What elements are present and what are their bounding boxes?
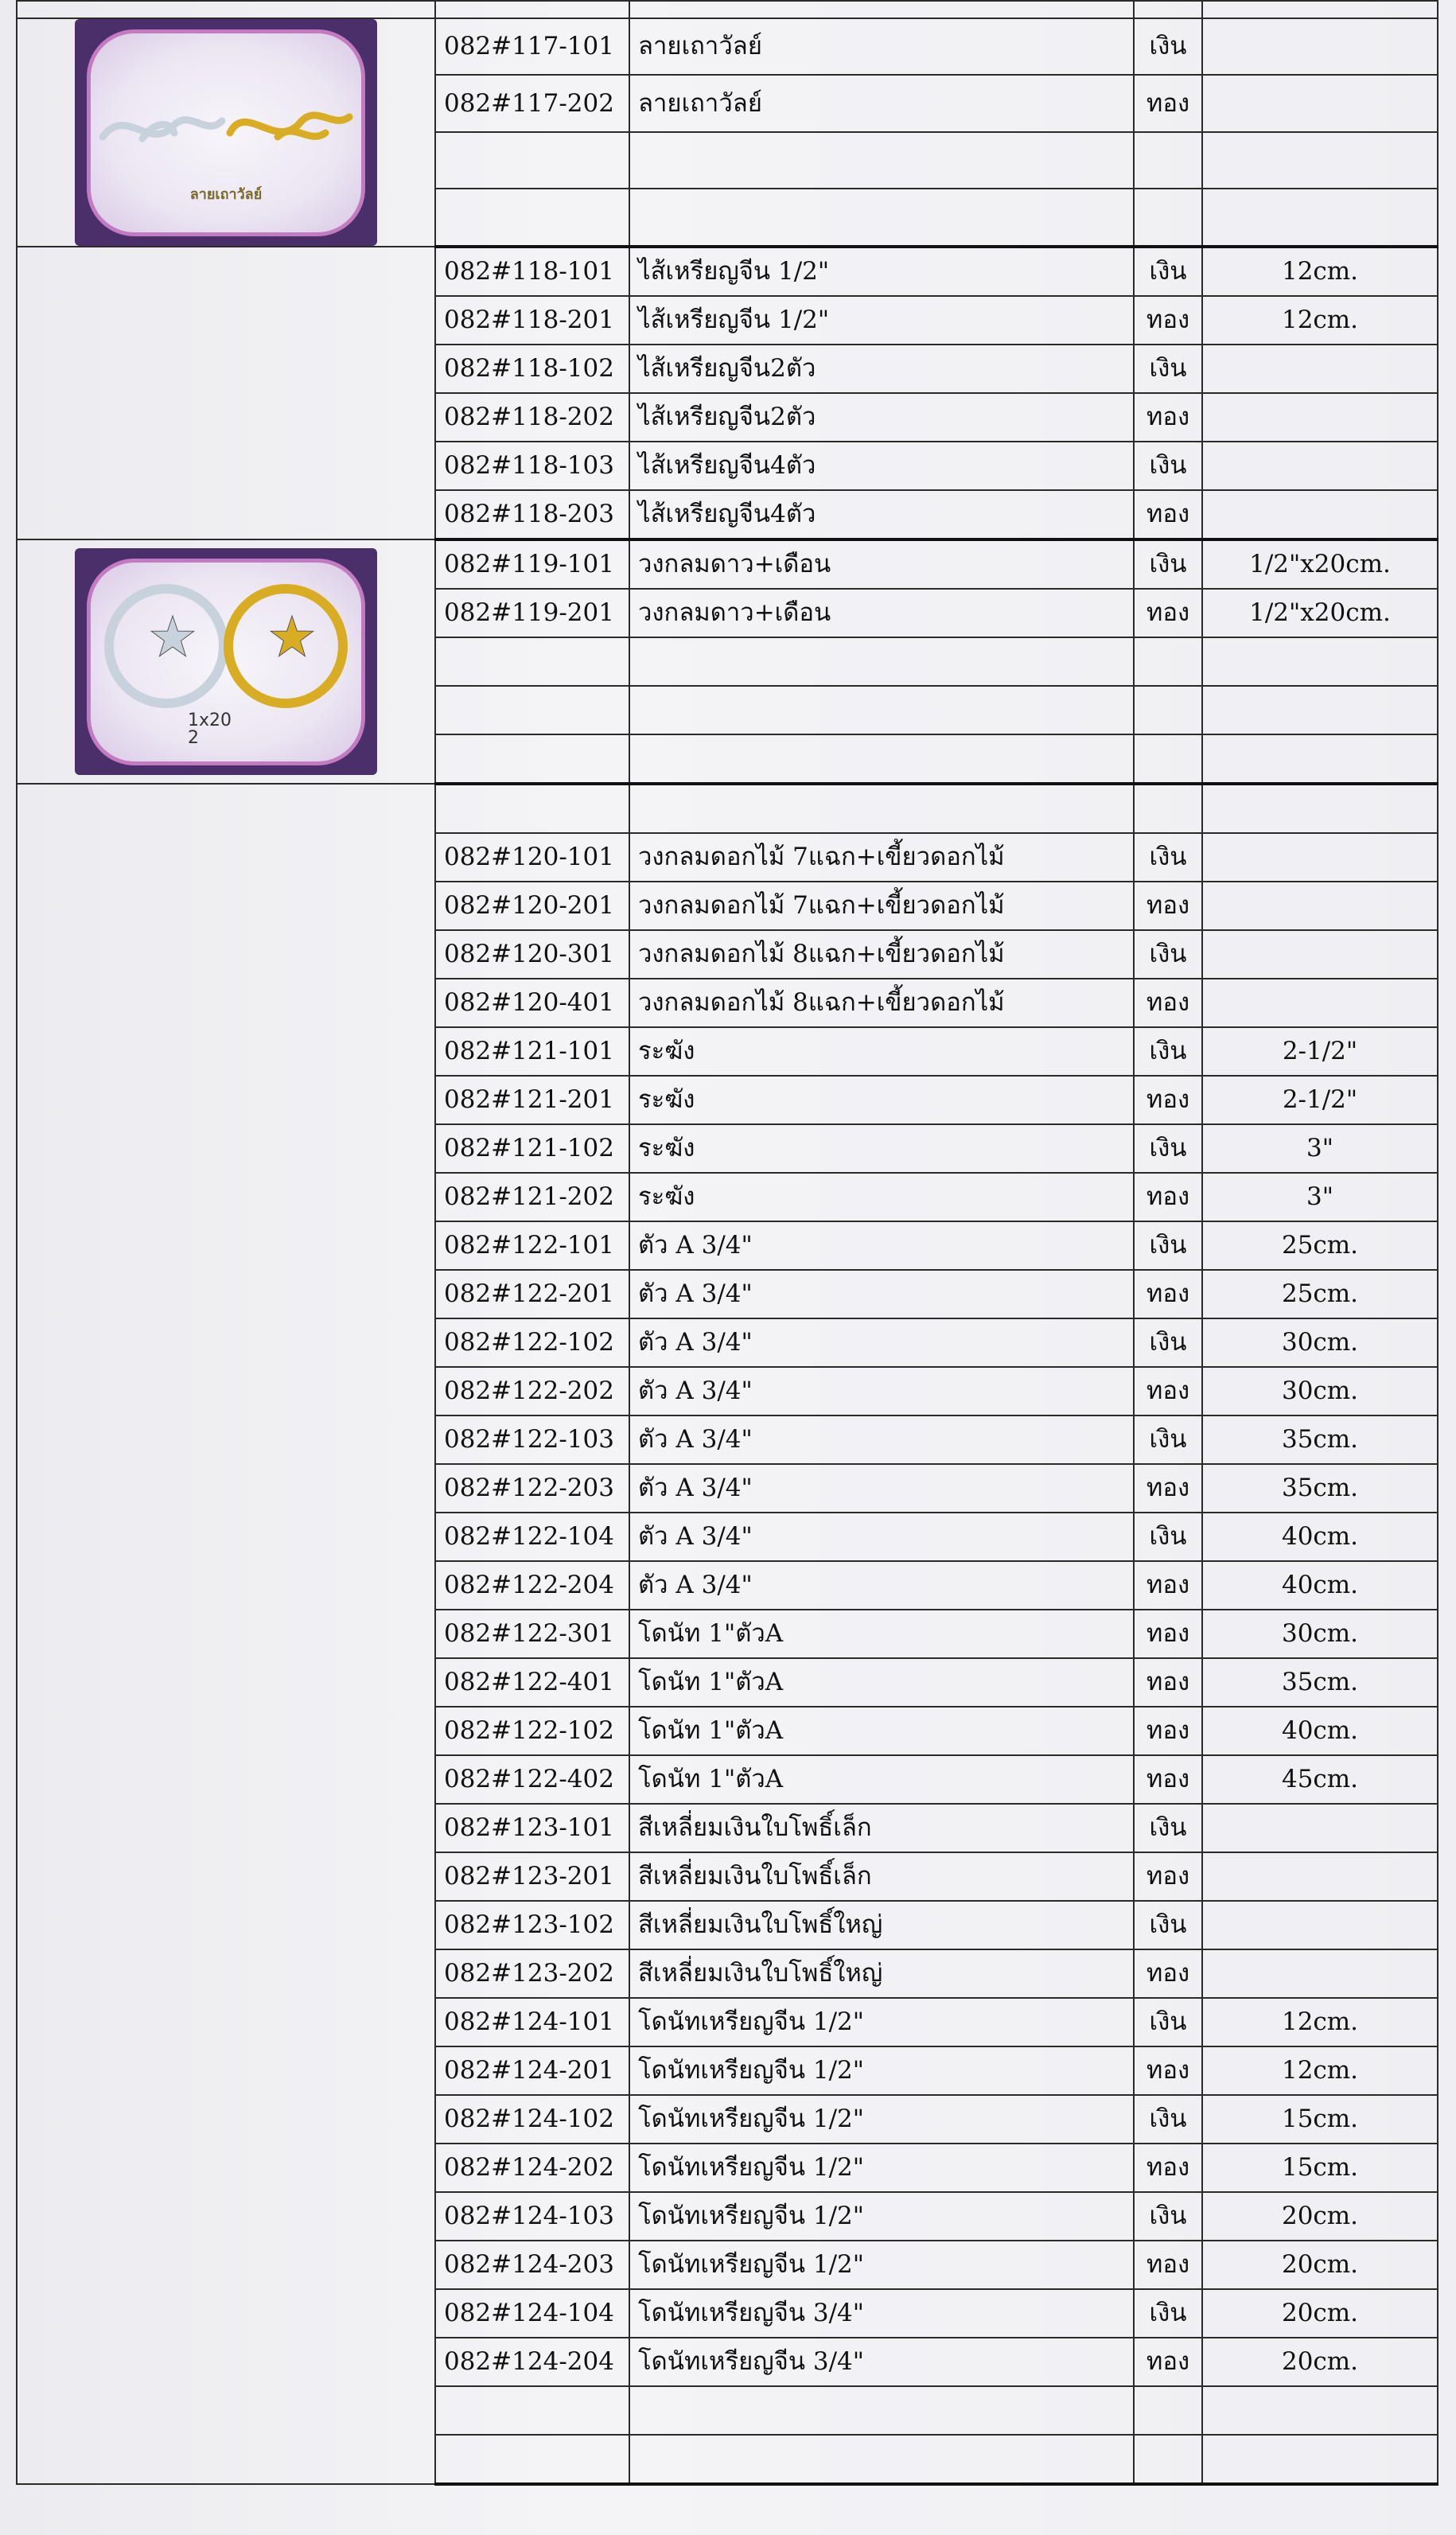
product-material: ทอง [1134, 1658, 1202, 1707]
product-name: โดนัท 1"ตัวA [629, 1658, 1134, 1707]
product-code: 082#121-102 [435, 1124, 629, 1173]
product-size [1202, 2386, 1438, 2435]
product-size: 40cm. [1202, 1513, 1438, 1561]
product-code: 082#118-103 [435, 442, 629, 490]
product-name: ตัว A 3/4" [629, 1464, 1134, 1513]
product-material: ทอง [1134, 1464, 1202, 1513]
product-code: 082#121-202 [435, 1173, 629, 1221]
product-size: 30cm. [1202, 1318, 1438, 1367]
star-moon-ring-icon [95, 574, 357, 718]
product-size [1202, 784, 1438, 833]
product-name: โดนัทเหรียญจีน 3/4" [629, 2338, 1134, 2386]
product-size: 45cm. [1202, 1755, 1438, 1804]
product-size: 25cm. [1202, 1221, 1438, 1270]
product-size [1202, 132, 1438, 189]
product-code: 082#120-401 [435, 979, 629, 1027]
product-name: ตัว A 3/4" [629, 1513, 1134, 1561]
product-material [1134, 686, 1202, 734]
product-code: 082#123-102 [435, 1901, 629, 1949]
product-code [435, 132, 629, 189]
product-material: เงิน [1134, 1804, 1202, 1852]
product-code [435, 2386, 629, 2435]
product-code: 082#123-101 [435, 1804, 629, 1852]
product-code: 082#122-203 [435, 1464, 629, 1513]
product-code: 082#122-202 [435, 1367, 629, 1415]
product-image-cell [17, 247, 435, 539]
product-size: 20cm. [1202, 2192, 1438, 2241]
product-code: 082#123-202 [435, 1949, 629, 1998]
table-row [17, 539, 1438, 589]
product-size: 1/2"x20cm. [1202, 539, 1438, 589]
product-code: 082#124-102 [435, 2095, 629, 2144]
product-material: ทอง [1134, 2144, 1202, 2192]
product-material: เงิน [1134, 2095, 1202, 2144]
product-code [435, 2435, 629, 2484]
product-material: เงิน [1134, 833, 1202, 882]
product-code: 082#124-104 [435, 2289, 629, 2338]
product-code: 082#122-103 [435, 1415, 629, 1464]
product-size: 2-1/2" [1202, 1027, 1438, 1076]
product-name: ระฆัง [629, 1076, 1134, 1124]
product-name: ตัว A 3/4" [629, 1221, 1134, 1270]
product-size [1202, 1901, 1438, 1949]
product-image-cell [17, 18, 435, 247]
product-size [1202, 1804, 1438, 1852]
product-name: วงกลมดอกไม้ 7แฉก+เขี้ยวดอกไม้ [629, 882, 1134, 930]
product-thumbnail [75, 548, 377, 775]
product-material: เงิน [1134, 1221, 1202, 1270]
table-row [17, 18, 1438, 75]
product-name: ตัว A 3/4" [629, 1415, 1134, 1464]
product-material: เงิน [1134, 18, 1202, 75]
product-size: 12cm. [1202, 296, 1438, 345]
product-material [1134, 2435, 1202, 2484]
product-code: 082#121-201 [435, 1076, 629, 1124]
product-size: 40cm. [1202, 1561, 1438, 1610]
product-size [1202, 189, 1438, 247]
product-size: 35cm. [1202, 1658, 1438, 1707]
product-name: วงกลมดอกไม้ 8แฉก+เขี้ยวดอกไม้ [629, 979, 1134, 1027]
product-name: ตัว A 3/4" [629, 1270, 1134, 1318]
product-material: เงิน [1134, 1513, 1202, 1561]
table-top-strip [17, 1, 1438, 18]
product-name: โดนัทเหรียญจีน 1/2" [629, 2241, 1134, 2289]
product-material: ทอง [1134, 1949, 1202, 1998]
product-name: ตัว A 3/4" [629, 1367, 1134, 1415]
product-size: 20cm. [1202, 2338, 1438, 2386]
product-code: 082#122-201 [435, 1270, 629, 1318]
product-code: 082#122-301 [435, 1610, 629, 1658]
product-name [629, 734, 1134, 784]
product-name: ไส้เหรียญจีน 1/2" [629, 247, 1134, 296]
product-code: 082#124-103 [435, 2192, 629, 2241]
product-size: 25cm. [1202, 1270, 1438, 1318]
product-size: 12cm. [1202, 247, 1438, 296]
product-name [629, 784, 1134, 833]
product-size: 3" [1202, 1173, 1438, 1221]
product-name: วงกลมดาว+เดือน [629, 539, 1134, 589]
product-code [435, 189, 629, 247]
product-name: โดนัท 1"ตัวA [629, 1610, 1134, 1658]
product-material: ทอง [1134, 1076, 1202, 1124]
product-size [1202, 882, 1438, 930]
product-size [1202, 345, 1438, 393]
product-code: 082#120-201 [435, 882, 629, 930]
product-size: 15cm. [1202, 2144, 1438, 2192]
product-name: โดนัทเหรียญจีน 1/2" [629, 2144, 1134, 2192]
product-name: สีเหลี่ยมเงินใบโพธิ์ใหญ่ [629, 1901, 1134, 1949]
product-code: 082#122-102 [435, 1318, 629, 1367]
product-code: 082#122-401 [435, 1658, 629, 1707]
product-code: 082#122-101 [435, 1221, 629, 1270]
product-material: เงิน [1134, 1901, 1202, 1949]
product-material: ทอง [1134, 2241, 1202, 2289]
product-size: 1/2"x20cm. [1202, 589, 1438, 637]
product-name: โดนัทเหรียญจีน 1/2" [629, 2046, 1134, 2095]
product-code: 082#120-101 [435, 833, 629, 882]
product-name [629, 132, 1134, 189]
product-name: โดนัท 1"ตัวA [629, 1755, 1134, 1804]
product-image-cell [17, 539, 435, 784]
product-code: 082#122-104 [435, 1513, 629, 1561]
product-material: ทอง [1134, 1173, 1202, 1221]
product-material: ทอง [1134, 1561, 1202, 1610]
product-code: 082#122-402 [435, 1755, 629, 1804]
product-code: 082#124-203 [435, 2241, 629, 2289]
product-name: ระฆัง [629, 1027, 1134, 1076]
product-code: 082#124-101 [435, 1998, 629, 2046]
product-code: 082#122-204 [435, 1561, 629, 1610]
product-material: เงิน [1134, 1415, 1202, 1464]
product-name: วงกลมดอกไม้ 7แฉก+เขี้ยวดอกไม้ [629, 833, 1134, 882]
product-size [1202, 1852, 1438, 1901]
product-material: ทอง [1134, 75, 1202, 131]
product-name: ไส้เหรียญจีน2ตัว [629, 345, 1134, 393]
product-size [1202, 979, 1438, 1027]
product-name: ลายเถาวัลย์ [629, 18, 1134, 75]
product-material: เงิน [1134, 442, 1202, 490]
product-name [629, 2435, 1134, 2484]
product-code [435, 686, 629, 734]
product-code: 082#118-202 [435, 393, 629, 442]
product-code: 082#117-101 [435, 18, 629, 75]
product-size [1202, 18, 1438, 75]
product-material [1134, 734, 1202, 784]
product-size: 12cm. [1202, 2046, 1438, 2095]
product-code: 082#118-203 [435, 490, 629, 539]
product-material: เงิน [1134, 930, 1202, 979]
product-table-body [17, 1, 1438, 2484]
product-size: 20cm. [1202, 2289, 1438, 2338]
product-code: 082#117-202 [435, 75, 629, 131]
product-code: 082#124-202 [435, 2144, 629, 2192]
product-material: ทอง [1134, 490, 1202, 539]
product-code [435, 784, 629, 833]
thumbnail-size-label: 1x20 2 [188, 710, 232, 748]
product-size [1202, 393, 1438, 442]
product-material: ทอง [1134, 1755, 1202, 1804]
product-name: โดนัทเหรียญจีน 3/4" [629, 2289, 1134, 2338]
product-name: ระฆัง [629, 1173, 1134, 1221]
product-size: 30cm. [1202, 1367, 1438, 1415]
product-name: ไส้เหรียญจีน 1/2" [629, 296, 1134, 345]
product-name: ไส้เหรียญจีน2ตัว [629, 393, 1134, 442]
product-code: 082#124-201 [435, 2046, 629, 2095]
product-material: ทอง [1134, 296, 1202, 345]
product-material: เงิน [1134, 1027, 1202, 1076]
product-material: ทอง [1134, 2046, 1202, 2095]
product-size: 15cm. [1202, 2095, 1438, 2144]
product-code: 082#124-204 [435, 2338, 629, 2386]
product-thumbnail [75, 19, 377, 246]
product-size: 35cm. [1202, 1464, 1438, 1513]
product-material: เงิน [1134, 2289, 1202, 2338]
product-size [1202, 637, 1438, 686]
product-name [629, 686, 1134, 734]
product-size [1202, 734, 1438, 784]
product-material: ทอง [1134, 1610, 1202, 1658]
product-material: ทอง [1134, 1852, 1202, 1901]
product-name [629, 189, 1134, 247]
product-name: สีเหลี่ยมเงินใบโพธิ์เล็ก [629, 1804, 1134, 1852]
product-code [435, 637, 629, 686]
product-code: 082#118-201 [435, 296, 629, 345]
product-code: 082#120-301 [435, 930, 629, 979]
product-material: ทอง [1134, 1707, 1202, 1755]
product-name [629, 2386, 1134, 2435]
product-name: โดนัทเหรียญจีน 1/2" [629, 2095, 1134, 2144]
product-material: เงิน [1134, 1124, 1202, 1173]
product-size [1202, 930, 1438, 979]
product-name: ตัว A 3/4" [629, 1318, 1134, 1367]
product-size [1202, 75, 1438, 131]
product-material [1134, 189, 1202, 247]
product-material: ทอง [1134, 979, 1202, 1027]
product-material: เงิน [1134, 2192, 1202, 2241]
product-material [1134, 2386, 1202, 2435]
product-name: โดนัท 1"ตัวA [629, 1707, 1134, 1755]
product-image-cell [17, 784, 435, 2484]
product-size [1202, 490, 1438, 539]
product-code [435, 734, 629, 784]
product-material: เงิน [1134, 539, 1202, 589]
product-code: 082#121-101 [435, 1027, 629, 1076]
product-size [1202, 833, 1438, 882]
product-size: 35cm. [1202, 1415, 1438, 1464]
product-material: ทอง [1134, 1270, 1202, 1318]
product-material: ทอง [1134, 882, 1202, 930]
product-material: เงิน [1134, 1318, 1202, 1367]
product-size: 3" [1202, 1124, 1438, 1173]
product-size: 40cm. [1202, 1707, 1438, 1755]
product-material [1134, 784, 1202, 833]
product-code: 082#122-102 [435, 1707, 629, 1755]
product-material: ทอง [1134, 1367, 1202, 1415]
product-name: วงกลมดอกไม้ 8แฉก+เขี้ยวดอกไม้ [629, 930, 1134, 979]
product-name: สีเหลี่ยมเงินใบโพธิ์ใหญ่ [629, 1949, 1134, 1998]
product-size [1202, 686, 1438, 734]
product-size [1202, 2435, 1438, 2484]
product-material [1134, 637, 1202, 686]
product-name: สีเหลี่ยมเงินใบโพธิ์เล็ก [629, 1852, 1134, 1901]
product-material: เงิน [1134, 345, 1202, 393]
product-code: 082#118-101 [435, 247, 629, 296]
table-row [17, 247, 1438, 296]
product-name: ลายเถาวัลย์ [629, 75, 1134, 131]
table-row [17, 784, 1438, 833]
product-name [629, 637, 1134, 686]
product-name: ตัว A 3/4" [629, 1561, 1134, 1610]
product-size: 20cm. [1202, 2241, 1438, 2289]
product-size [1202, 442, 1438, 490]
product-code: 082#123-201 [435, 1852, 629, 1901]
thumbnail-caption: ลายเถาวัลย์ [189, 185, 263, 203]
product-code: 082#119-201 [435, 589, 629, 637]
product-name: โดนัทเหรียญจีน 1/2" [629, 2192, 1134, 2241]
product-material [1134, 132, 1202, 189]
product-size [1202, 1949, 1438, 1998]
product-name: วงกลมดาว+เดือน [629, 589, 1134, 637]
product-code: 082#118-102 [435, 345, 629, 393]
product-name: ระฆัง [629, 1124, 1134, 1173]
product-code: 082#119-101 [435, 539, 629, 589]
product-material: เงิน [1134, 1998, 1202, 2046]
product-size: 12cm. [1202, 1998, 1438, 2046]
product-name: ไส้เหรียญจีน4ตัว [629, 442, 1134, 490]
product-size: 2-1/2" [1202, 1076, 1438, 1124]
product-name: ไส้เหรียญจีน4ตัว [629, 490, 1134, 539]
product-table [16, 0, 1438, 2486]
product-material: เงิน [1134, 247, 1202, 296]
product-material: ทอง [1134, 589, 1202, 637]
product-material: ทอง [1134, 2338, 1202, 2386]
product-material: ทอง [1134, 393, 1202, 442]
product-name: โดนัทเหรียญจีน 1/2" [629, 1998, 1134, 2046]
product-size: 30cm. [1202, 1610, 1438, 1658]
vine-ornament-icon [95, 89, 357, 161]
